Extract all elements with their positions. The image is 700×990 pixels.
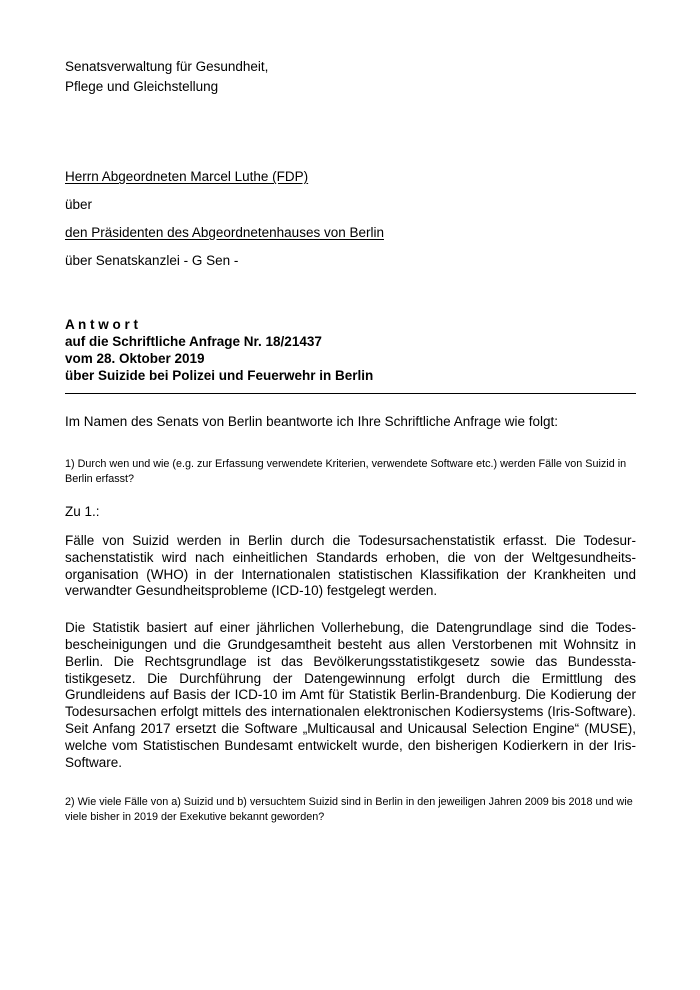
answer-1-label: Zu 1.:: [65, 504, 100, 519]
answer-title: A n t w o r t: [65, 317, 138, 332]
answer-1-paragraph-1: Fälle von Suizid werden in Berlin durch die Todesursachenstatistik erfasst. Die Todesursachenstatistik wird nach einheitlichen Standards erhoben, die von der Weltgesundheitsorganisation (WHO) in der Internationalen statistischen Klassifikation der Krankheiten und verwandter Gesundheitsprobleme (ICD-10) festgelegt werden.: [65, 533, 636, 599]
answer-1-paragraph-2: Die Statistik basiert auf einer jährlichen Vollerhebung, die Datengrundlage sind die Todesbescheinigungen und die Grundgesamtheit besteht aus allen Verstorbenen mit Wohnsitz in Berlin. Die Rechtsgrundlage ist das Bevölkerungsstatistikgesetz sowie das Bundesstatistikgesetz. Die Durchführung der Datengewinnung erfolgt durch die Ermittlung des Grundleidens auf Basis der ICD-10 im Amt für Statistik Berlin-Brandenburg. Die Kodierung der Todesursachen erfolgt mittels des internationalen elektronischen Kodiersystems (Iris-Software). Seit Anfang 2017 ersetzt die Software „Multicausal and Unicausal Selection Engine“ (MUSE), welche vom Statistischen Bundesamt entwickelt wurde, den bisherigen Kodierkern in der Iris-Software.: [65, 620, 636, 770]
via-line-1: über: [65, 197, 93, 212]
intro-line: Im Namen des Senats von Berlin beantworte ich Ihre Schriftliche Anfrage wie folgt:: [65, 414, 559, 429]
via-line-2: über Senatskanzlei - G Sen -: [65, 253, 239, 268]
sender-line-1: Senatsverwaltung für Gesundheit,: [65, 59, 269, 74]
answer-subject-line-1: auf die Schriftliche Anfrage Nr. 18/21437: [65, 334, 322, 349]
answer-header-block: [65, 316, 636, 384]
answer-subject-line-3: über Suizide bei Polizei und Feuerwehr in Berlin: [65, 368, 374, 383]
question-2: 2) Wie viele Fälle von a) Suizid und b) versuchtem Suizid sind in Berlin in den jeweiligen Jahren 2009 bis 2018 und wie viele bisher in 2019 der Exekutive bekannt geworden?: [65, 796, 633, 824]
address-block: [65, 169, 636, 269]
recipient-line: Herrn Abgeordneten Marcel Luthe (FDP): [65, 169, 309, 184]
sender-line-2: Pflege und Gleichstellung: [65, 79, 219, 94]
divider-line: [65, 393, 636, 394]
sender-block: [65, 57, 636, 97]
president-line: den Präsidenten des Abgeordnetenhauses von Berlin: [65, 225, 384, 240]
question-1: 1) Durch wen und wie (e.g. zur Erfassung verwendete Kriterien, verwendete Software etc.) werden Fälle von Suizid in Berlin erfasst?: [65, 458, 627, 485]
answer-subject-line-2: vom 28. Oktober 2019: [65, 351, 205, 366]
